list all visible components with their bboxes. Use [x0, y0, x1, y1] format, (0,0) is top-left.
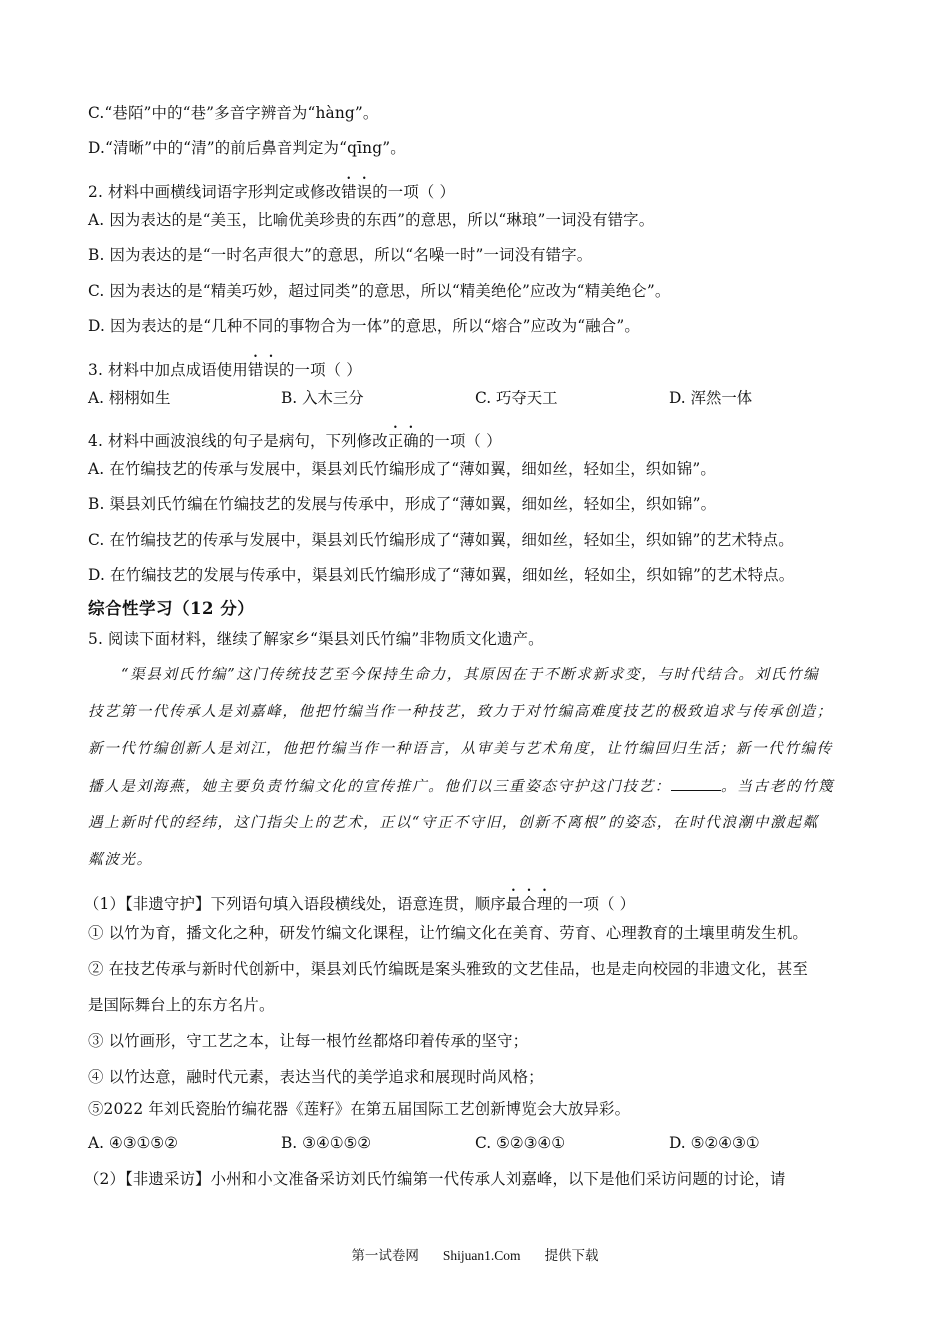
passage-line-5: 遇上新时代的经纬，这门指尖上的艺术，正以“守正不守旧，创新不离根”的姿态，在时代浪潮中激起粼	[88, 814, 819, 831]
q4-option-d: D. 在竹编技艺的发展与传承中，渠县刘氏竹编形成了“薄如翼，细如丝，轻如尘，织如锦”的艺术特点。	[88, 566, 795, 584]
q2-option-b: B. 因为表达的是“一时名声很大”的意思，所以“名噪一时”一词没有错字。	[88, 246, 593, 264]
q4-stem-emphasis: 正确	[387, 432, 419, 450]
passage-line-3: 新一代竹编创新人是刘江，他把竹编当作一种语言，从审美与艺术角度，让竹编回归生活；新一代竹编传	[88, 740, 833, 757]
q4-stem	[88, 423, 502, 451]
q2-option-a: A. 因为表达的是“美玉，比喻优美珍贵的东西”的意思，所以“琳琅”一词没有错字。	[88, 211, 655, 229]
sub1-option-b: B. ③④①⑤②	[281, 1134, 372, 1152]
sub1-option-d: D. ⑤②④③①	[669, 1134, 760, 1152]
q2-option-d: D. 因为表达的是“几种不同的事物合为一体”的意思，所以“熔合”应改为“融合”。	[88, 317, 640, 335]
passage-line-1: “渠县刘氏竹编”这门传统技艺至今保持生命力，其原因在于不断求新求变，与时代结合。刘氏竹编	[121, 666, 820, 683]
sub2-stem: （2）【非遗采访】小州和小文准备采访刘氏竹编第一代传承人刘嘉峰，以下是他们采访问题的讨论，请	[84, 1170, 786, 1188]
q4-stem-text: 4. 材料中画波浪线的句子是病句，下列修改	[88, 432, 388, 450]
footer-site: 第一试卷网	[351, 1248, 419, 1263]
sub1-stem-text: （1）【非遗守护】下列语句填入语段横线处，语意连贯，顺序	[84, 895, 506, 913]
sub1-sentence-1: ① 以竹为育，播文化之种，研发竹编文化课程，让竹编文化在美育、劳育、心理教育的土壤里萌发生机。	[88, 924, 808, 942]
q3-option-b: B. 入木三分	[281, 389, 364, 407]
page-footer	[0, 1247, 950, 1265]
sub1-stem-emphasis: 最合理	[505, 895, 553, 913]
q4-option-a: A. 在竹编技艺的传承与发展中，渠县刘氏竹编形成了“薄如翼，细如丝，轻如尘，织如锦”。	[88, 460, 716, 478]
section-heading: 综合性学习（12 分）	[88, 599, 255, 618]
q3-option-c: C. 巧夺天工	[475, 389, 558, 407]
q2-stem-text: 2. 材料中画横线词语字形判定或修改	[88, 183, 342, 201]
q3-option-d: D. 浑然一体	[669, 389, 753, 407]
q3-stem-tail: 的一项（ ）	[279, 361, 362, 379]
q2-stem-tail: 的一项（ ）	[372, 183, 455, 201]
sub1-sentence-2: ② 在技艺传承与新时代创新中，渠县刘氏竹编既是案头雅致的文艺佳品，也是走向校园的非遗文化，甚至	[88, 960, 808, 978]
footer-domain: Shijuan1.Com	[442, 1248, 521, 1263]
footer-action: 提供下载	[544, 1248, 599, 1263]
q3-option-a: A. 栩栩如生	[88, 389, 171, 407]
sub1-stem-tail: 的一项（ ）	[552, 895, 636, 913]
q1-option-c: C.“巷陌”中的“巷”多音字辨音为“hàng”。	[88, 104, 379, 122]
sub1-sentence-2-cont: 是国际舞台上的东方名片。	[88, 996, 275, 1014]
passage-line-4	[88, 776, 834, 797]
q3-stem-text: 3. 材料中加点成语使用	[88, 361, 248, 379]
passage-line-6: 粼波光。	[88, 851, 153, 868]
q4-option-c: C. 在竹编技艺的传承与发展中，渠县刘氏竹编形成了“薄如翼，细如丝，轻如尘，织如锦”的艺术特点。	[88, 531, 794, 549]
q4-stem-tail: 的一项（ ）	[418, 432, 502, 450]
sub1-sentence-5: ⑤2022 年刘氏瓷胎竹编花器《莲籽》在第五届国际工艺创新博览会大放异彩。	[88, 1100, 631, 1118]
sub1-sentence-3: ③ 以竹画形，守工艺之本，让每一根竹丝都烙印着传承的坚守；	[88, 1032, 529, 1050]
sub1-option-a: A. ④③①⑤②	[88, 1134, 178, 1152]
q3-stem-emphasis: 错误	[247, 361, 279, 379]
sub1-sentence-4: ④ 以竹达意，融时代元素，表达当代的美学追求和展现时尚风格；	[88, 1068, 544, 1086]
q5-intro: 5. 阅读下面材料，继续了解家乡“渠县刘氏竹编”非物质文化遗产。	[88, 630, 544, 648]
sub1-stem	[84, 886, 635, 914]
q4-option-b: B. 渠县刘氏竹编在竹编技艺的发展与传承中，形成了“薄如翼，细如丝，轻如尘，织如锦”。	[88, 495, 717, 513]
q2-option-c: C. 因为表达的是“精美巧妙，超过同类”的意思，所以“精美绝伦”应改为“精美绝仑”。	[88, 282, 671, 300]
passage-line-4-text: 播人是刘海燕，她主要负责竹编文化的宣传推广。他们以三重姿态守护这门技艺：	[88, 778, 671, 795]
passage-line-4-tail: 。当古老的竹篾	[720, 778, 835, 795]
q3-stem	[88, 352, 362, 380]
q1-option-d: D.“清晰”中的“清”的前后鼻音判定为“qīng”。	[88, 139, 406, 157]
fill-in-blank	[671, 776, 721, 791]
q2-stem-emphasis: 错误	[341, 183, 373, 201]
passage-line-2: 技艺第一代传承人是刘嘉峰，他把竹编当作一种技艺，致力于对竹编高难度技艺的极致追求与传承创造；	[88, 703, 833, 720]
sub1-option-c: C. ⑤②③④①	[475, 1134, 565, 1152]
q2-stem	[88, 174, 455, 202]
